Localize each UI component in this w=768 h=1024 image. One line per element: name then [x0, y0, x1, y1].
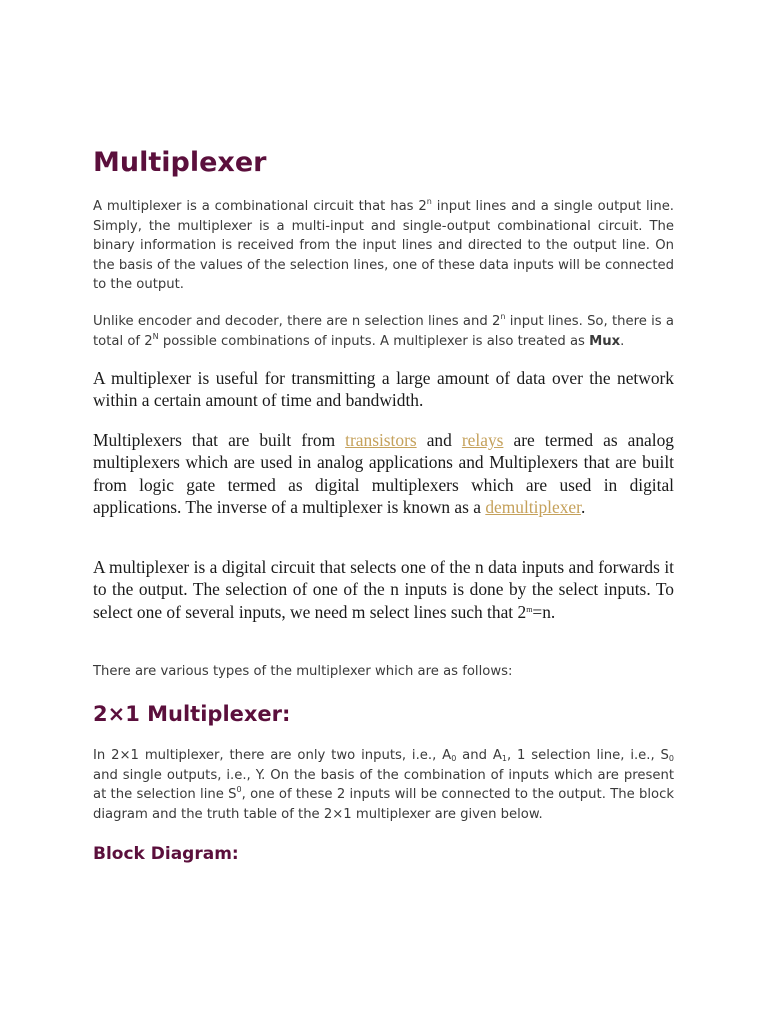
- relays-link[interactable]: relays: [461, 430, 504, 450]
- superscript: n: [426, 197, 432, 206]
- text-span: possible combinations of inputs. A multiplexer is also treated as: [158, 333, 590, 349]
- subscript: 0: [451, 754, 457, 763]
- superscript: N: [152, 331, 159, 341]
- superscript: m: [526, 604, 533, 614]
- demultiplexer-link[interactable]: demultiplexer: [485, 496, 581, 517]
- text-span: input lines. So, there is a total of 2: [93, 314, 674, 349]
- types-intro-paragraph: There are various types of the multiplexer which are as follows:: [93, 664, 513, 679]
- mux-bold: Mux: [589, 333, 621, 349]
- text-span: Multiplexers that are built from: [93, 430, 346, 450]
- text-span: , 1 selection line, i.e., S: [506, 748, 669, 763]
- text-span: .: [580, 496, 586, 517]
- text-span: =n.: [532, 601, 556, 622]
- superscript: n: [500, 312, 506, 321]
- subscript: 0: [668, 754, 675, 763]
- text-span: .: [620, 333, 625, 349]
- subscript: 1: [501, 754, 507, 763]
- text-span: and: [416, 430, 462, 450]
- text-span: A multiplexer is a combinational circuit that has 2: [93, 199, 427, 214]
- text-span: and A: [456, 748, 502, 763]
- text-span: and single outputs, i.e., Y. On the basis of the combination of inputs which are present at the selection line S: [93, 767, 674, 802]
- text-span: Unlike encoder and decoder, there are n selection lines and 2: [93, 314, 501, 329]
- text-span: In 2×1 multiplexer, there are only two inputs, i.e., A: [93, 748, 452, 763]
- text-span: , one of these 2 inputs will be connected to the output. The block diagram and the truth table of the 2×1 multiplexer are given below.: [93, 787, 674, 822]
- types-built-paragraph: [93, 429, 674, 518]
- superscript: 0: [236, 785, 242, 794]
- section-heading-2x1: 2×1 Multiplexer:: [93, 702, 291, 726]
- transistors-link[interactable]: transistors: [345, 430, 417, 450]
- digital-circuit-paragraph: [93, 556, 674, 623]
- selection-lines-paragraph: [93, 312, 674, 351]
- usefulness-paragraph: A multiplexer is useful for transmitting a large amount of data over the network within a certain amount of time and bandwidth.: [93, 368, 674, 411]
- page-title: Multiplexer: [93, 147, 267, 178]
- 2x1-description-paragraph: [93, 746, 674, 824]
- block-diagram-heading: Block Diagram:: [93, 844, 239, 864]
- text-span: A multiplexer is a digital circuit that selects one of the n data inputs and forwards it to the output. The selection of one of the n inputs is done by the select inputs. To select one of several inputs, we need m select lines such that 2: [93, 557, 674, 622]
- text-span: are termed as analog multiplexers which are used in analog applications and Multiplexers that are built from logic gate termed as digital multiplexers which are used in digital applications. The inverse of a multiplexer is known as a: [93, 430, 675, 517]
- text-span: input lines and a single output line. Simply, the multiplexer is a multi-input and single-output combinational circuit. The binary information is received from the input lines and directed to the output line. On the basis of the values of the selection lines, one of these data inputs will be connected to the output.: [93, 199, 674, 292]
- intro-paragraph: [93, 197, 674, 295]
